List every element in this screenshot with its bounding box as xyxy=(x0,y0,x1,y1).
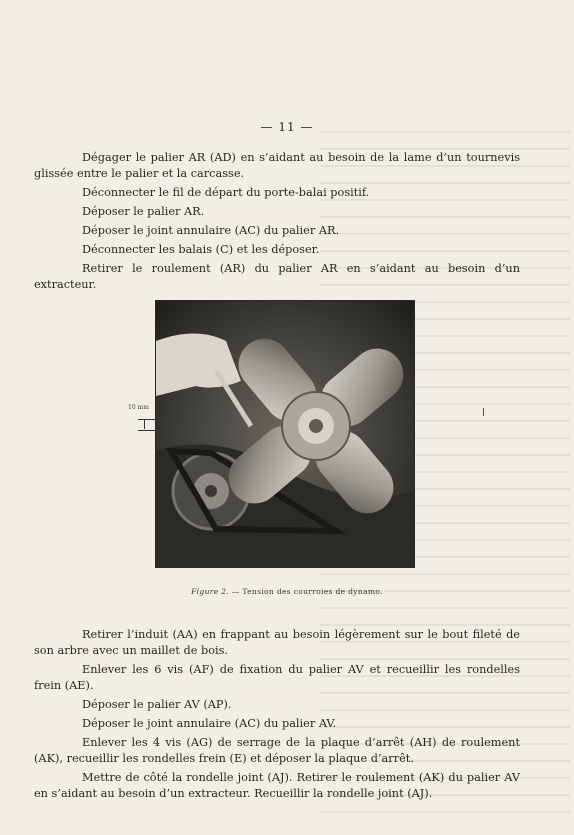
paragraph: Dégager le palier AR (AD) en s’aidant au besoin de la lame d’un tournevis glissée entre le palier et la carcasse. xyxy=(34,151,520,180)
paragraph: Déposer le joint annulaire (AC) du palier AV. xyxy=(82,717,337,730)
paragraph: Déconnecter le fil de départ du porte-balai positif. xyxy=(82,186,370,199)
paragraph: Enlever les 4 vis (AG) de serrage de la plaque d’arrêt (AH) de roulement (AK), recueillir les rondelles frein (E) et déposer la plaque d’arrêt. xyxy=(34,736,520,765)
paragraph: Mettre de côté la rondelle joint (AJ). Retirer le roulement (AK) du palier AV en s’aidant au besoin d’un extracteur. Recueillir la rondelle joint (AJ). xyxy=(34,771,520,800)
figure-caption xyxy=(0,587,574,596)
paragraph: Déposer le palier AR. xyxy=(82,205,205,218)
dimension-label: 10 mm xyxy=(128,404,149,411)
dimension-line-bottom xyxy=(138,430,156,431)
page-number: — 11 — xyxy=(260,120,314,134)
caption-text: — Tension des courroies de dynamo. xyxy=(229,587,383,596)
paragraph: Retirer l’induit (AA) en frappant au besoin légèrement sur le bout fileté de son arbre avec un maillet de bois. xyxy=(34,628,520,657)
dimension-line-top xyxy=(138,419,156,420)
paragraph: Enlever les 6 vis (AF) de fixation du palier AV et recueillir les rondelles frein (AE). xyxy=(34,663,520,692)
dimension-arrow xyxy=(144,420,145,429)
paragraph: Déconnecter les balais (C) et les déposer. xyxy=(82,243,320,256)
margin-mark xyxy=(483,408,484,416)
paragraph: Déposer le joint annulaire (AC) du palier AR. xyxy=(82,224,340,237)
paragraph: Déposer le palier AV (AP). xyxy=(82,698,232,711)
text-block-top xyxy=(34,150,520,293)
photo-fan-belt-tension xyxy=(155,300,415,568)
paragraph: Retirer le roulement (AR) du palier AR en s’aidant au besoin d’un extracteur. xyxy=(34,262,520,291)
text-block-bottom xyxy=(34,627,520,802)
fan-photo-illustration xyxy=(156,301,414,567)
caption-label: Figure 2. xyxy=(191,587,230,596)
